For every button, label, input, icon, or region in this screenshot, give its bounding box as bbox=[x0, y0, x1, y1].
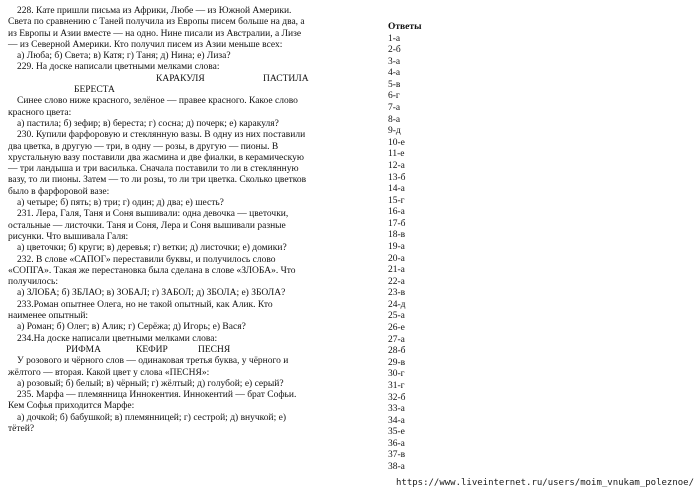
answer-item: 3-а bbox=[388, 56, 401, 67]
answer-item: 35-е bbox=[388, 427, 405, 438]
problem-229-words bbox=[8, 74, 334, 85]
problem-234-intro: 234.На доске написали цветными мелками слова: bbox=[17, 333, 218, 344]
answer-item: 19-а bbox=[388, 241, 405, 252]
answer-item: 36-а bbox=[388, 438, 405, 449]
answer-item: 5-в bbox=[388, 79, 401, 90]
answer-item: 9-д bbox=[388, 126, 401, 137]
word-karakulya: КАРАКУЛЯ bbox=[156, 73, 205, 84]
problem-230-options: а) четыре; б) пять; в) три; г) один; д) два; е) шесть? bbox=[17, 198, 224, 209]
problem-232-line: получилось: bbox=[8, 277, 58, 288]
answer-item: 7-а bbox=[388, 103, 401, 114]
problem-235-line: Кем Софья приходится Марфе: bbox=[8, 401, 135, 412]
problem-229-line: красного цвета: bbox=[8, 107, 72, 118]
answer-item: 24-д bbox=[388, 299, 406, 310]
answer-item: 27-а bbox=[388, 334, 405, 345]
answer-item: 22-а bbox=[388, 276, 405, 287]
answer-item: 32-б bbox=[388, 392, 406, 403]
answer-item: 4-а bbox=[388, 68, 401, 79]
problem-230-line: было в фарфоровой вазе: bbox=[8, 186, 110, 197]
answer-item: 30-г bbox=[388, 369, 405, 380]
problem-231-line: 231. Лера, Галя, Таня и Соня вышивали: одна девочка — цветочки, bbox=[17, 209, 289, 220]
answers-title: Ответы bbox=[388, 22, 422, 32]
answer-item: 34-а bbox=[388, 415, 405, 426]
answer-item: 31-г bbox=[388, 380, 405, 391]
answers-list bbox=[388, 34, 448, 474]
answer-item: 10-е bbox=[388, 137, 405, 148]
problem-234-words bbox=[8, 345, 334, 356]
answer-item: 1-а bbox=[388, 33, 401, 44]
answer-item: 23-в bbox=[388, 288, 406, 299]
answer-item: 15-г bbox=[388, 195, 405, 206]
source-url[interactable]: https://www.liveinternet.ru/users/moim_vnukam_poleznoe/ bbox=[395, 478, 694, 488]
problem-233-line: 233.Роман опытнее Олега, но не такой опытный, как Алик. Кто bbox=[17, 299, 273, 310]
problem-232-options: а) ЗЛОБА; б) ЗБЛАО; в) ЗОБАЛ; г) ЗАБОЛ; д) ЗБОЛА; е) ЗБОЛА? bbox=[17, 288, 286, 299]
problem-229-intro: 229. На доске написали цветными мелками слова: bbox=[17, 62, 220, 73]
problem-234-line: жёлтого — вторая. Какой цвет у слова «ПЕСНЯ»: bbox=[8, 367, 210, 378]
problem-230-line: — три ландыша и три василька. Сначала поставили то ли в стеклянную bbox=[8, 164, 299, 175]
problem-229-line: Синее слово ниже красного, зелёное — правее красного. Какое слово bbox=[17, 96, 298, 107]
answer-item: 14-а bbox=[388, 184, 405, 195]
problem-232-line: 232. В слове «САПОГ» переставили буквы, и получилось слово bbox=[17, 254, 276, 265]
problem-230-line: хрустальную вазу поставили два жасмина и две фиалки, в керамическую bbox=[8, 152, 304, 163]
problem-233-options: а) Роман; б) Олег; в) Алик; г) Серёжа; д) Игорь; е) Вася? bbox=[17, 322, 246, 333]
answer-item: 37-в bbox=[388, 450, 406, 461]
problem-235-options: а) дочкой; б) бабушкой; в) племянницей; г) сестрой; д) внучкой; е) bbox=[17, 412, 287, 423]
answer-item: 17-б bbox=[388, 218, 406, 229]
word-pastila: ПАСТИЛА bbox=[263, 73, 309, 84]
problem-232-line: «СОПГА». Такая же перестановка была сделана в слове «ЗЛОБА». Что bbox=[8, 265, 296, 276]
answer-item: 6-г bbox=[388, 91, 400, 102]
answer-item: 25-а bbox=[388, 311, 405, 322]
problem-231-options: а) цветочки; б) круги; в) деревья; г) ветки; д) листочки; е) домики? bbox=[17, 243, 287, 254]
problem-231-line: остальные — листочки. Таня и Соня, Лера и Соня вышивали разные bbox=[8, 220, 286, 231]
answer-item: 26-е bbox=[388, 323, 405, 334]
word-beresta: БЕРЕСТА bbox=[74, 85, 115, 96]
problem-230-line: вазу, то ли пионы. Затем — то ли розы, то ли три цветка. Сколько цветков bbox=[8, 175, 307, 186]
answer-item: 28-б bbox=[388, 346, 406, 357]
problem-235-options-end: тётей? bbox=[8, 423, 35, 434]
answer-item: 18-в bbox=[388, 230, 406, 241]
problem-228-line: 228. Кате пришли письма из Африки, Любе — из Южной Америки. bbox=[17, 6, 292, 16]
problem-230-line: два цветка, в другую — три, в одну — розы, в другую — пионы. В bbox=[8, 141, 279, 152]
problem-228-line: из Европы и Азии вместе — на одно. Нине писали из Австралии, а Лизе bbox=[8, 28, 302, 39]
answer-item: 16-а bbox=[388, 207, 405, 218]
answer-item: 2-б bbox=[388, 45, 401, 56]
problem-233-line: наименее опытный: bbox=[8, 311, 89, 322]
problem-234-options: а) розовый; б) белый; в) чёрный; г) жёлтый; д) голубой; е) серый? bbox=[17, 378, 284, 389]
answers-column bbox=[388, 22, 448, 474]
problem-228-line: — из Северной Америки. Кто получил писем из Азии меньше всех: bbox=[8, 39, 283, 50]
problem-235-line: 235. Марфа — племянница Иннокентия. Иннокентий — брат Софьи. bbox=[17, 390, 297, 401]
answer-item: 38-а bbox=[388, 461, 405, 472]
answer-item: 33-а bbox=[388, 404, 405, 415]
answer-item: 20-а bbox=[388, 253, 405, 264]
word-rifma: РИФМА bbox=[66, 344, 101, 355]
problem-228-options: а) Люба; б) Света; в) Катя; г) Таня; д) Нина; е) Лиза? bbox=[17, 51, 231, 62]
answer-item: 21-а bbox=[388, 265, 405, 276]
answer-item: 11-е bbox=[388, 149, 405, 160]
problems-column bbox=[8, 6, 334, 435]
answer-item: 8-а bbox=[388, 114, 401, 125]
problem-230-line: 230. Купили фарфоровую и стеклянную вазы. В одну из них поставили bbox=[17, 130, 306, 141]
answer-item: 29-в bbox=[388, 357, 406, 368]
word-pesnya: ПЕСНЯ bbox=[198, 344, 231, 355]
problem-228-line: Света по сравнению с Таней получила из Европы писем больше на два, а bbox=[8, 17, 305, 28]
problem-229-words-row2 bbox=[8, 85, 334, 96]
answer-item: 13-б bbox=[388, 172, 406, 183]
problem-231-line: рисунки. Что вышивала Галя: bbox=[8, 231, 129, 242]
problem-229-options: а) пастила; б) зефир; в) береста; г) сосна; д) почерк; е) каракуля? bbox=[17, 118, 279, 129]
word-kefir: КЕФИР bbox=[136, 344, 168, 355]
answer-item: 12-а bbox=[388, 160, 405, 171]
problem-234-line: У розового и чёрного слов — одинаковая третья буква, у чёрного и bbox=[17, 356, 289, 367]
